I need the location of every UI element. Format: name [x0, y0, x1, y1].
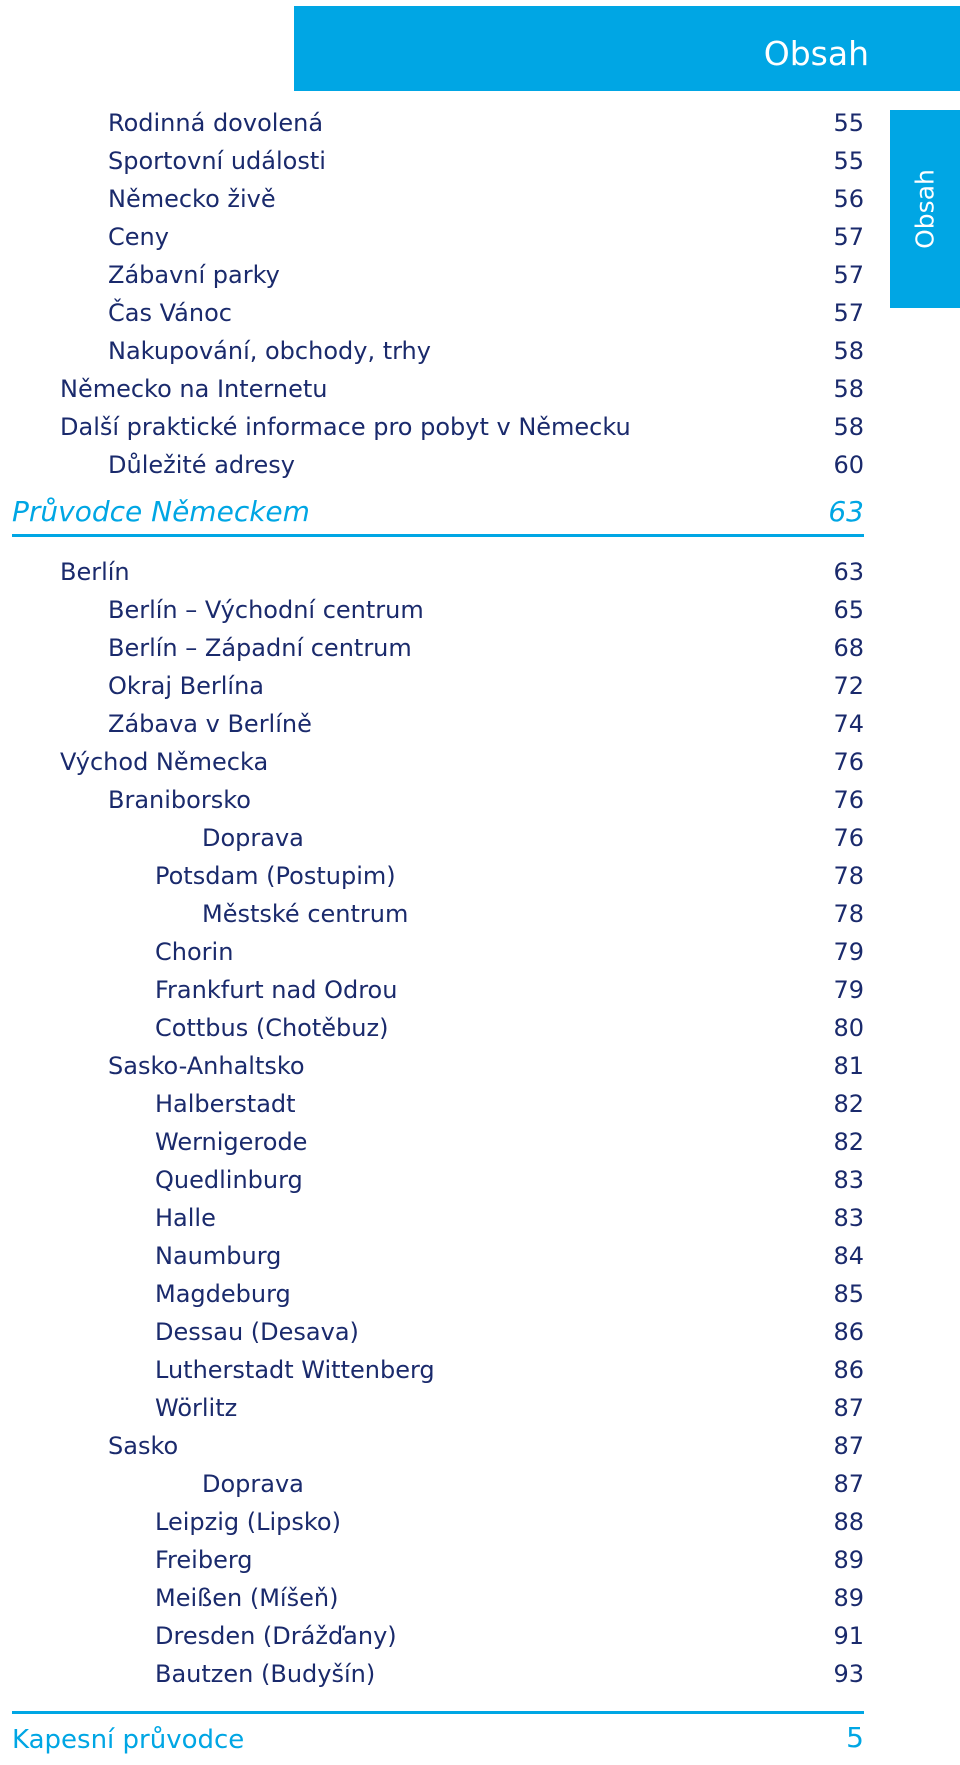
toc-entry-label: Wörlitz — [155, 1394, 238, 1422]
toc-entry-page: 82 — [833, 1128, 864, 1156]
toc-entry-page: 57 — [833, 299, 864, 327]
footer-page-number: 5 — [846, 1721, 864, 1754]
toc-entry-page: 72 — [833, 672, 864, 700]
toc-entry[interactable] — [0, 294, 960, 332]
toc-entry-label: Dresden (Drážďany) — [155, 1622, 397, 1650]
toc-entry[interactable] — [0, 667, 960, 705]
toc-entry-page: 74 — [833, 710, 864, 738]
toc-entry-label: Zábava v Berlíně — [108, 710, 312, 738]
toc-entry[interactable] — [0, 895, 960, 933]
toc-entry-page: 87 — [833, 1470, 864, 1498]
footer-divider — [12, 1711, 864, 1714]
toc-entry-label: Frankfurt nad Odrou — [155, 976, 398, 1004]
toc-entry[interactable] — [0, 743, 960, 781]
toc-entry-label: Sportovní události — [108, 147, 326, 175]
section-heading-label: Průvodce Německem — [12, 495, 310, 528]
toc-entry[interactable] — [0, 819, 960, 857]
toc-entry[interactable] — [0, 142, 960, 180]
toc-entry-label: Německo živě — [108, 185, 276, 213]
toc-entry-page: 56 — [833, 185, 864, 213]
toc-entry[interactable] — [0, 1047, 960, 1085]
toc-entry-page: 89 — [833, 1546, 864, 1574]
toc-entry-page: 63 — [833, 558, 864, 586]
toc-entry-page: 86 — [833, 1318, 864, 1346]
toc-entry[interactable] — [0, 332, 960, 370]
toc-entry-page: 93 — [833, 1660, 864, 1688]
toc-entry-page: 55 — [833, 109, 864, 137]
section-divider — [12, 534, 864, 537]
toc-entry-label: Potsdam (Postupim) — [155, 862, 396, 890]
toc-entry[interactable] — [0, 104, 960, 142]
toc-entry[interactable] — [0, 1161, 960, 1199]
toc-entry-label: Dessau (Desava) — [155, 1318, 359, 1346]
toc-entry-label: Městské centrum — [202, 900, 409, 928]
toc-entry[interactable] — [0, 446, 960, 484]
toc-entry-label: Důležité adresy — [108, 451, 295, 479]
toc-entry-label: Halberstadt — [155, 1090, 296, 1118]
toc-entry-page: 87 — [833, 1432, 864, 1460]
toc-entry[interactable] — [0, 1389, 960, 1427]
toc-entry-label: Zábavní parky — [108, 261, 280, 289]
toc-entry-page: 91 — [833, 1622, 864, 1650]
toc-entry-label: Doprava — [202, 824, 304, 852]
section-heading[interactable] — [0, 490, 960, 536]
side-tab-label: Obsah — [910, 169, 940, 249]
toc-entry-page: 58 — [833, 337, 864, 365]
toc-entry[interactable] — [0, 370, 960, 408]
toc-entry[interactable] — [0, 1237, 960, 1275]
toc-entry[interactable] — [0, 218, 960, 256]
toc-entry-label: Freiberg — [155, 1546, 253, 1574]
toc-entry-label: Další praktické informace pro pobyt v Německu — [60, 413, 631, 441]
toc-entry-label: Cottbus (Chotěbuz) — [155, 1014, 389, 1042]
toc-entry[interactable] — [0, 1009, 960, 1047]
toc-entry[interactable] — [0, 180, 960, 218]
toc-entry-label: Okraj Berlína — [108, 672, 265, 700]
toc-entry-page: 85 — [833, 1280, 864, 1308]
toc-entry-page: 78 — [833, 862, 864, 890]
toc-entry[interactable] — [0, 1427, 960, 1465]
page-title: Obsah — [763, 34, 869, 73]
toc-entry-page: 88 — [833, 1508, 864, 1536]
toc-entry-page: 89 — [833, 1584, 864, 1612]
toc-entry[interactable] — [0, 256, 960, 294]
toc-entry-page: 83 — [833, 1166, 864, 1194]
toc-entry-label: Chorin — [155, 938, 234, 966]
toc-entry-label: Halle — [155, 1204, 216, 1232]
header-bar — [294, 6, 960, 91]
toc-entry-label: Německo na Internetu — [60, 375, 328, 403]
toc-entry[interactable] — [0, 1541, 960, 1579]
toc-entry[interactable] — [0, 781, 960, 819]
toc-entry[interactable] — [0, 1275, 960, 1313]
toc-entry-page: 57 — [833, 261, 864, 289]
toc-entry-page: 87 — [833, 1394, 864, 1422]
toc-entry-page: 84 — [833, 1242, 864, 1270]
toc-entry[interactable] — [0, 1579, 960, 1617]
toc-entry[interactable] — [0, 1313, 960, 1351]
toc-entry-page: 76 — [833, 786, 864, 814]
toc-entry-page: 81 — [833, 1052, 864, 1080]
toc-entry[interactable] — [0, 971, 960, 1009]
toc-entry[interactable] — [0, 1465, 960, 1503]
toc-entry[interactable] — [0, 705, 960, 743]
toc-entry-page: 79 — [833, 976, 864, 1004]
toc-entry-page: 79 — [833, 938, 864, 966]
toc-entry-page: 80 — [833, 1014, 864, 1042]
toc-entry-label: Leipzig (Lipsko) — [155, 1508, 341, 1536]
toc-entry-page: 76 — [833, 824, 864, 852]
toc-entry-page: 83 — [833, 1204, 864, 1232]
toc-entry-page: 65 — [833, 596, 864, 624]
toc-entry-page: 55 — [833, 147, 864, 175]
toc-entry[interactable] — [0, 933, 960, 971]
toc-entry[interactable] — [0, 1617, 960, 1655]
toc-entry-page: 82 — [833, 1090, 864, 1118]
toc-entry[interactable] — [0, 1123, 960, 1161]
toc-entry[interactable] — [0, 1085, 960, 1123]
toc-entry-label: Berlín — [60, 558, 130, 586]
toc-entry-label: Meißen (Míšeň) — [155, 1584, 339, 1612]
footer-book-title: Kapesní průvodce — [12, 1725, 245, 1755]
toc-entry-label: Naumburg — [155, 1242, 282, 1270]
toc-entry[interactable] — [0, 1199, 960, 1237]
toc-entry-label: Berlín – Východní centrum — [108, 596, 424, 624]
toc-entry-label: Braniborsko — [108, 786, 251, 814]
toc-entry-label: Berlín – Západní centrum — [108, 634, 412, 662]
toc-entry-label: Sasko-Anhaltsko — [108, 1052, 305, 1080]
toc-entry-page: 60 — [833, 451, 864, 479]
toc-entry[interactable] — [0, 1351, 960, 1389]
toc-entry[interactable] — [0, 629, 960, 667]
toc-entry-page: 76 — [833, 748, 864, 776]
toc-entry[interactable] — [0, 857, 960, 895]
toc-entry-page: 58 — [833, 375, 864, 403]
toc-entry-label: Bautzen (Budyšín) — [155, 1660, 376, 1688]
toc-entry-label: Magdeburg — [155, 1280, 291, 1308]
toc-entry[interactable] — [0, 408, 960, 446]
toc-entry-page: 57 — [833, 223, 864, 251]
toc-entry-page: 68 — [833, 634, 864, 662]
toc-entry-label: Lutherstadt Wittenberg — [155, 1356, 435, 1384]
toc-entry-label: Rodinná dovolená — [108, 109, 324, 137]
toc-entry-label: Východ Německa — [60, 748, 269, 776]
toc-entry-label: Ceny — [108, 223, 169, 251]
toc-entry-label: Doprava — [202, 1470, 304, 1498]
toc-entry-page: 58 — [833, 413, 864, 441]
toc-entry-label: Sasko — [108, 1432, 179, 1460]
toc-entry-label: Nakupování, obchody, trhy — [108, 337, 431, 365]
toc-entry[interactable] — [0, 1655, 960, 1693]
toc-entry-page: 86 — [833, 1356, 864, 1384]
section-heading-page: 63 — [828, 495, 864, 528]
toc-entry[interactable] — [0, 553, 960, 591]
toc-entry-label: Wernigerode — [155, 1128, 308, 1156]
toc-entry-label: Čas Vánoc — [108, 299, 232, 327]
toc-entry[interactable] — [0, 591, 960, 629]
toc-entry-page: 78 — [833, 900, 864, 928]
toc-entry[interactable] — [0, 1503, 960, 1541]
toc-entry-label: Quedlinburg — [155, 1166, 303, 1194]
